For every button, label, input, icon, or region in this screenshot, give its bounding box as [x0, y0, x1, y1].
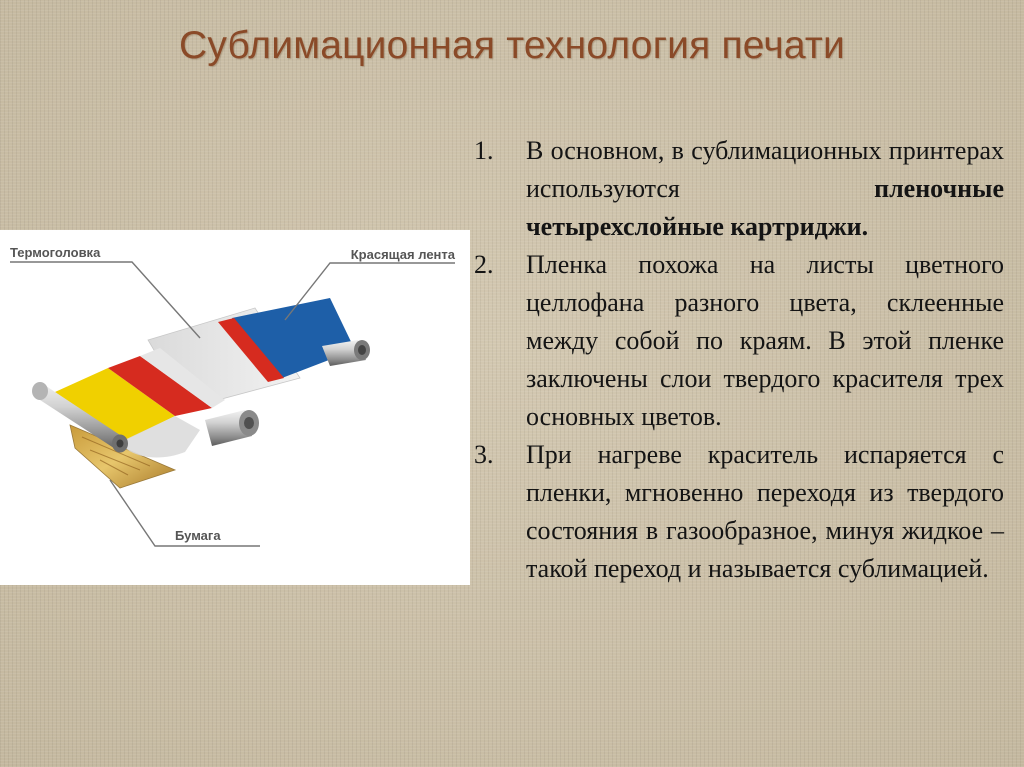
ribbon-diagram [0, 230, 470, 585]
item-number: 1. [474, 136, 494, 165]
label-paper: Бумага [175, 528, 221, 543]
item-number: 2. [474, 250, 494, 279]
item-number: 3. [474, 440, 494, 469]
label-thermal-head: Термоголовка [10, 245, 101, 260]
list-item [474, 246, 1004, 436]
list-item [474, 436, 1004, 588]
bullet-list [474, 132, 1004, 588]
middle-roller [205, 410, 259, 446]
label-ink-ribbon: Красящая лента [350, 247, 455, 262]
item-text: При нагреве краситель испаряется с пленки, мгновенно переходя из твердого состояния в газообразное, минуя жидкое – такой переход и называется сублимацией. [526, 440, 1004, 583]
list-item [474, 132, 1004, 246]
item-text-bold: пленочные четырехслойные картриджи. [526, 174, 1004, 241]
item-text: В основном, в сублимационных принтерах используются пленочные четырехслойные картриджи. [526, 136, 1004, 241]
slide-title: Сублимационная технология печати [179, 24, 845, 67]
item-text: Пленка похожа на листы цветного целлофана разного цвета, склеенные между собой по краям. В этой пленке заключены слои твердого красителя трех основных цветов. [526, 250, 1004, 431]
